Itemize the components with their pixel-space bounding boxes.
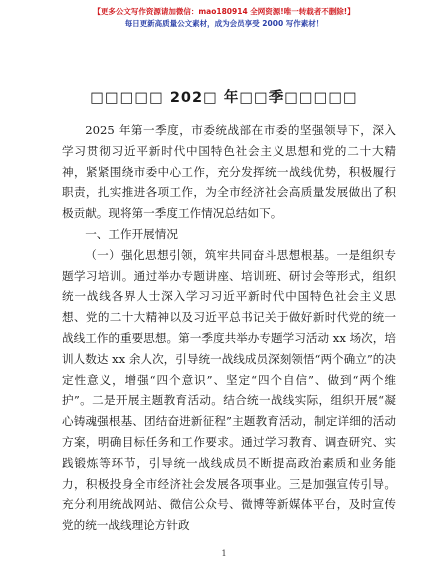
section-paragraph: （一）强化思想引领，筑牢共同奋斗思想根基。一是组织专题学习培训。通过举办专题讲座、培训班、研讨会等形式，组织统一战线各界人士深入学习习近平新时代中国特色社会主义思想、党的二十大精神以及习近平总书记关于做好新时代党的统一战线工作的重要思想。第一季度共举办专题学习活动 xx 场次，培训人数达 xx 余人次，引导统一战线成员深刻领悟“两个确立”的决定性意义，增强“四个意识”、坚定“四个自信”、做到“两个维护”。二是开展主题教育活动。结合统一战线实际，组织开展“凝心铸魂强根基、团结奋进新征程”主题教育活动，制定详细的活动方案，明确目标任务和工作要求。通过学习教育、调查研究、实践锻炼等环节，引导统一战线成员不断提高政治素质和业务能力，积极投身全市经济社会发展各项事业。三是加强宣传引导。充分利用统战网站、微信公众号、微博等新媒体平台，及时宣传党的统一战线理论方针政 <box>62 247 396 533</box>
document-title: □□□□□ 202□ 年□□季□□□□□ <box>90 90 358 106</box>
promo-banner-line1: 【更多公文写作资源请加微信：mao180914 全网资源!唯一转载者不删除!】 <box>93 7 355 16</box>
section-heading: 一、工作开展情况 <box>85 226 178 241</box>
page-number: 1 <box>221 549 227 558</box>
intro-paragraph: 2025 年第一季度，市委统战部在市委的坚强领导下，深入学习贯彻习近平新时代中国特色社会主义思想和党的二十大精神，紧紧围绕市委中心工作，充分发挥统一战线优势，积极履行职责，扎实推进各项工作，为全市经济社会高质量发展做出了积极贡献。现将第一季度工作情况总结如下。 <box>62 123 396 221</box>
document-body <box>62 120 396 536</box>
promo-banner-line2: 每日更新高质量公文素材，成为会员享受 2000 写作素材！ <box>124 19 324 28</box>
promo-banner <box>0 6 448 30</box>
